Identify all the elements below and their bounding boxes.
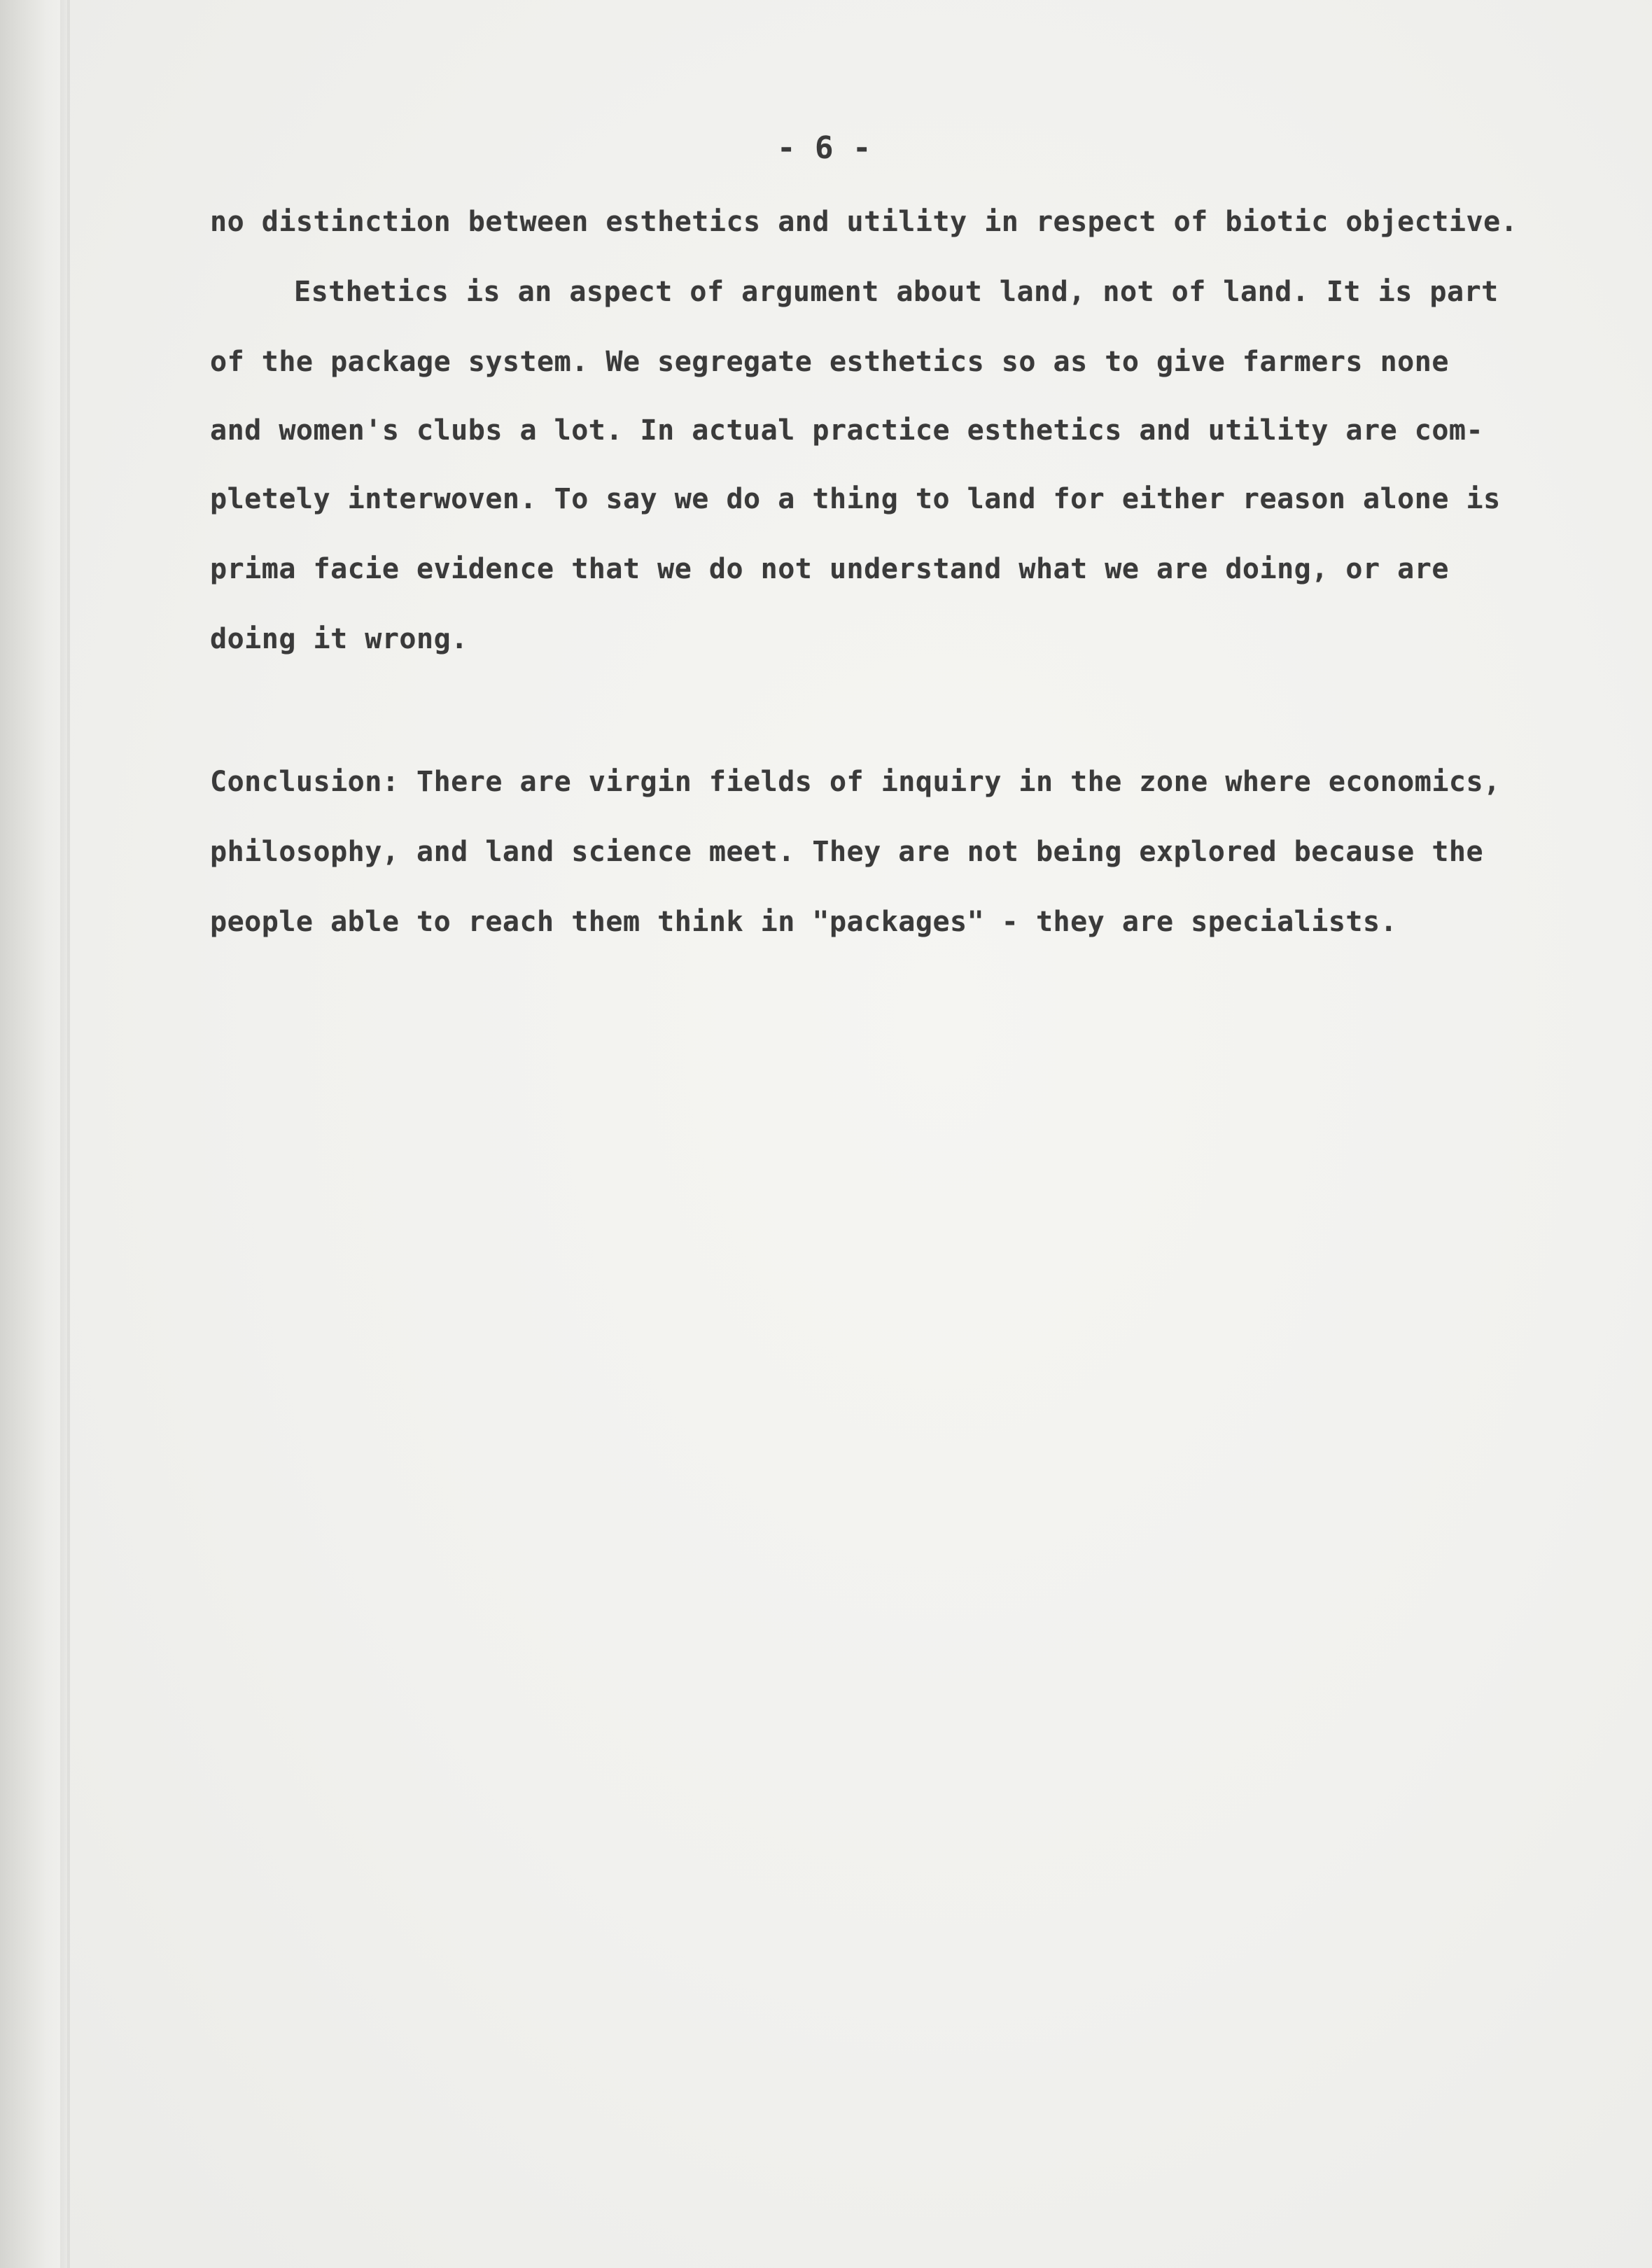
document-page [70,0,1652,2268]
text-line: of the package system. We segregate esthetics so as to give farmers none [210,346,1449,378]
conclusion-line: people able to reach them think in "packages" - they are specialists. [210,906,1398,938]
conclusion-line: Conclusion: There are virgin fields of inquiry in the zone where economics, [210,766,1501,798]
text-line: Esthetics is an aspect of argument about land, not of land. It is part [294,276,1499,308]
text-line: prima facie evidence that we do not understand what we are doing, or are [210,553,1449,585]
text-line: doing it wrong. [210,623,468,655]
text-line: and women's clubs a lot. In actual practice esthetics and utility are com- [210,414,1484,447]
binding-edge [0,0,67,2268]
page-number: - 6 - [777,130,872,166]
pencil-mark [0,532,17,596]
conclusion-line: philosophy, and land science meet. They are not being explored because the [210,836,1484,868]
text-line: no distinction between esthetics and utility in respect of biotic objective. [210,206,1518,238]
text-line: pletely interwoven. To say we do a thing to land for either reason alone is [210,483,1501,515]
